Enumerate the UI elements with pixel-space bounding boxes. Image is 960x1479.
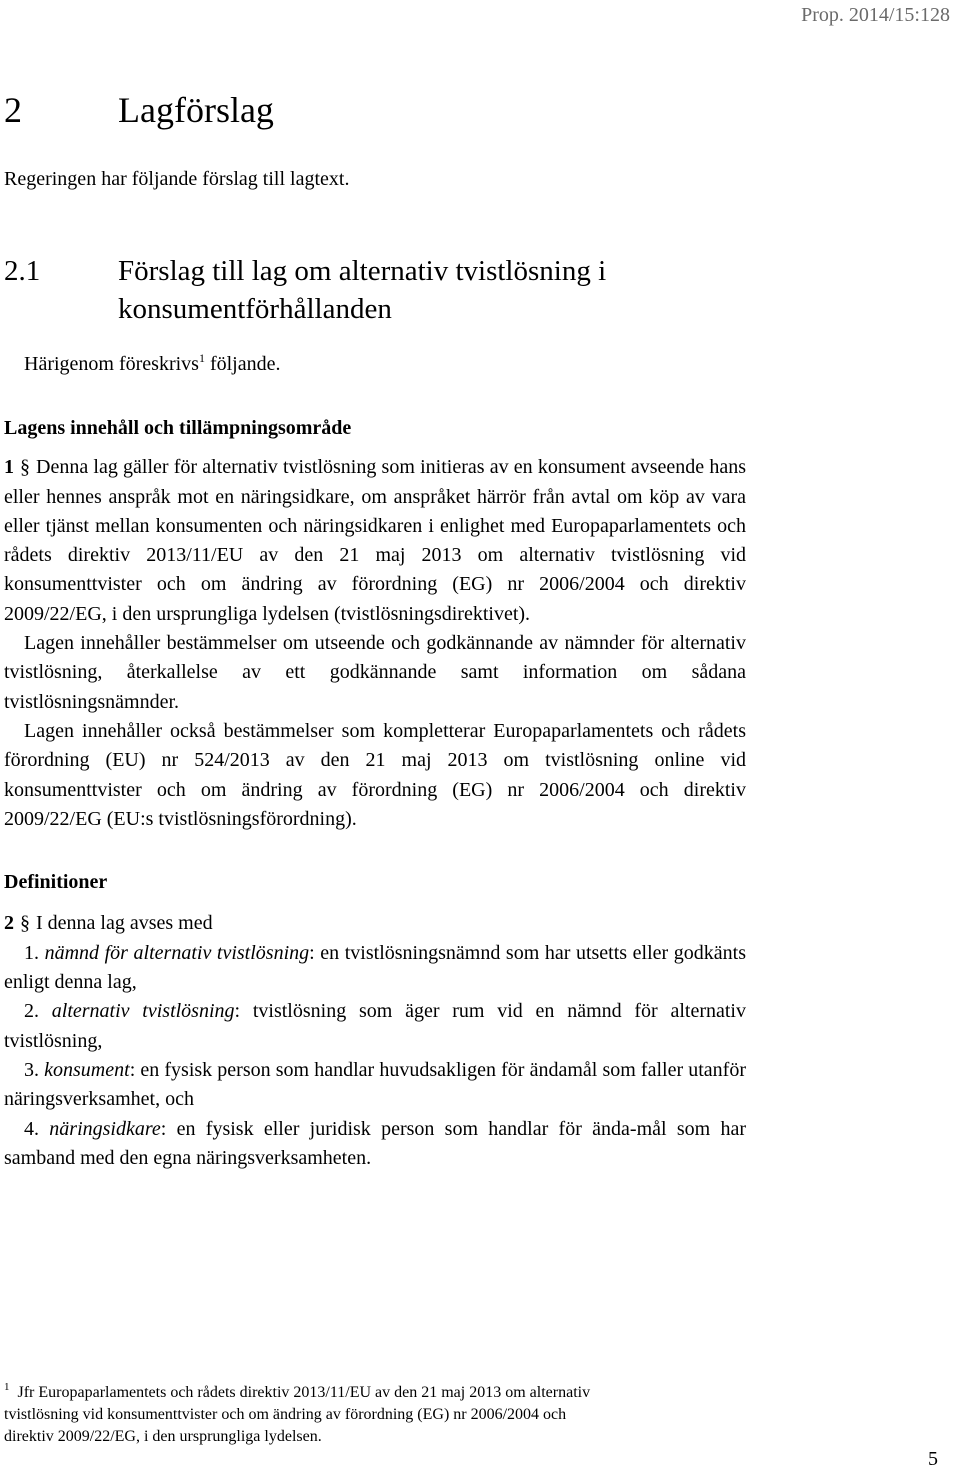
- definition-item: [4, 1056, 746, 1115]
- law-text: [4, 414, 746, 1173]
- definition-text: : en fysisk eller juridisk person som handlar för ända-mål som har samband med den egna näringsverksamheten.: [4, 1117, 747, 1169]
- chapter-number: 2: [4, 90, 22, 130]
- footnote-line: direktiv 2009/22/EG, i den ursprungliga lydelsen.: [4, 1428, 322, 1445]
- section-sign: §: [20, 912, 30, 935]
- definition-item: [4, 939, 746, 998]
- section-sign: §: [20, 456, 30, 479]
- chapter-heading: [4, 88, 274, 132]
- paragraph-2: [4, 909, 746, 938]
- defined-term: konsument: [44, 1058, 130, 1081]
- section-title: Förslag till lag om alternativ tvistlösning i konsumentförhållanden: [118, 255, 607, 325]
- defined-term: nämnd för alternativ tvistlösning: [44, 941, 310, 964]
- enactment-text: Härigenom föreskrivs: [24, 353, 199, 375]
- paragraph-1: [4, 453, 746, 629]
- paragraph-2-lead: I denna lag avses med: [36, 912, 213, 935]
- scope-heading: Lagens innehåll och tillämpningsområde: [4, 417, 352, 439]
- paragraph-1-text: Denna lag gäller för alternativ tvistlösning som initieras av en konsument avseende hans eller hennes anspråk mot en näringsidkare, om anspråket härrör från avtal om köp av vara eller tjänst mellan konsumenten och näringsidkaren i enlighet med Europaparlamentets och rådets direktiv 2013/11/EU av den 21 maj 2013 om alternativ tvistlösning vid konsumenttvister och om ändring av förordning (EG) nr 2006/2004 och direktiv 2009/22/EG, i den ursprungliga lydelsen (tvistlösningsdirektivet).: [4, 456, 746, 625]
- item-number: 4.: [24, 1117, 39, 1140]
- paragraph-number: 1: [4, 456, 14, 479]
- definitions-heading: Definitioner: [4, 871, 108, 894]
- footnote-line: [4, 1382, 764, 1404]
- section-number: 2.1: [4, 255, 41, 287]
- footnote-reference[interactable]: 1: [198, 351, 205, 365]
- footnote-line-text: Jfr Europaparlamentets och rådets direktiv 2013/11/EU av den 21 maj 2013 om alternativ: [17, 1384, 591, 1401]
- paragraph-1-second: Lagen innehåller bestämmelser om utseende och godkännande av nämnder för alternativ tvistlösning, återkallelse av ett godkännande samt information om sådana tvistlösningsnämnder.: [4, 632, 746, 713]
- item-number: 3.: [24, 1058, 39, 1081]
- footnote-mark: 1: [4, 1381, 10, 1393]
- definition-text: : en tvistlösningsnämnd som har utsetts eller godkänts enligt denna lag,: [4, 941, 747, 994]
- intro-text: Regeringen har följande förslag till lagtext.: [4, 168, 350, 190]
- footnote-line: tvistlösning vid konsumenttvister och om ändring av förordning (EG) nr 2006/2004 och: [4, 1406, 567, 1423]
- item-number: 2.: [24, 1000, 39, 1023]
- proposition-reference: Prop. 2014/15:128: [801, 4, 950, 26]
- page-number: 5: [928, 1448, 938, 1470]
- definition-item: [4, 1115, 746, 1174]
- paragraph-number: 2: [4, 912, 14, 935]
- definition-text: : en fysisk person som handlar huvudsakligen för ändamål som faller utanför näringsverksamhet, och: [4, 1058, 747, 1111]
- definition-text: : tvistlösning som äger rum vid en nämnd för alternativ tvistlösning,: [4, 1000, 746, 1052]
- defined-term: alternativ tvistlösning: [51, 1000, 235, 1023]
- enactment-clause: [24, 349, 280, 379]
- chapter-title: Lagförslag: [118, 90, 274, 130]
- enactment-text-end: följande.: [204, 353, 281, 375]
- item-number: 1.: [24, 941, 39, 964]
- definition-item: [4, 997, 746, 1056]
- footnote: [4, 1382, 764, 1448]
- section-heading: [4, 252, 744, 328]
- paragraph-1-third: Lagen innehåller också bestämmelser som kompletterar Europaparlamentets och rådets förordning (EU) nr 524/2013 av den 21 maj 2013 om tvistlösning online vid konsumenttvister och om ändring av förordning (EG) nr 2006/2004 och direktiv 2009/22/EG (EU:s tvistlösningsförordning).: [4, 719, 746, 830]
- defined-term: näringsidkare: [49, 1117, 161, 1140]
